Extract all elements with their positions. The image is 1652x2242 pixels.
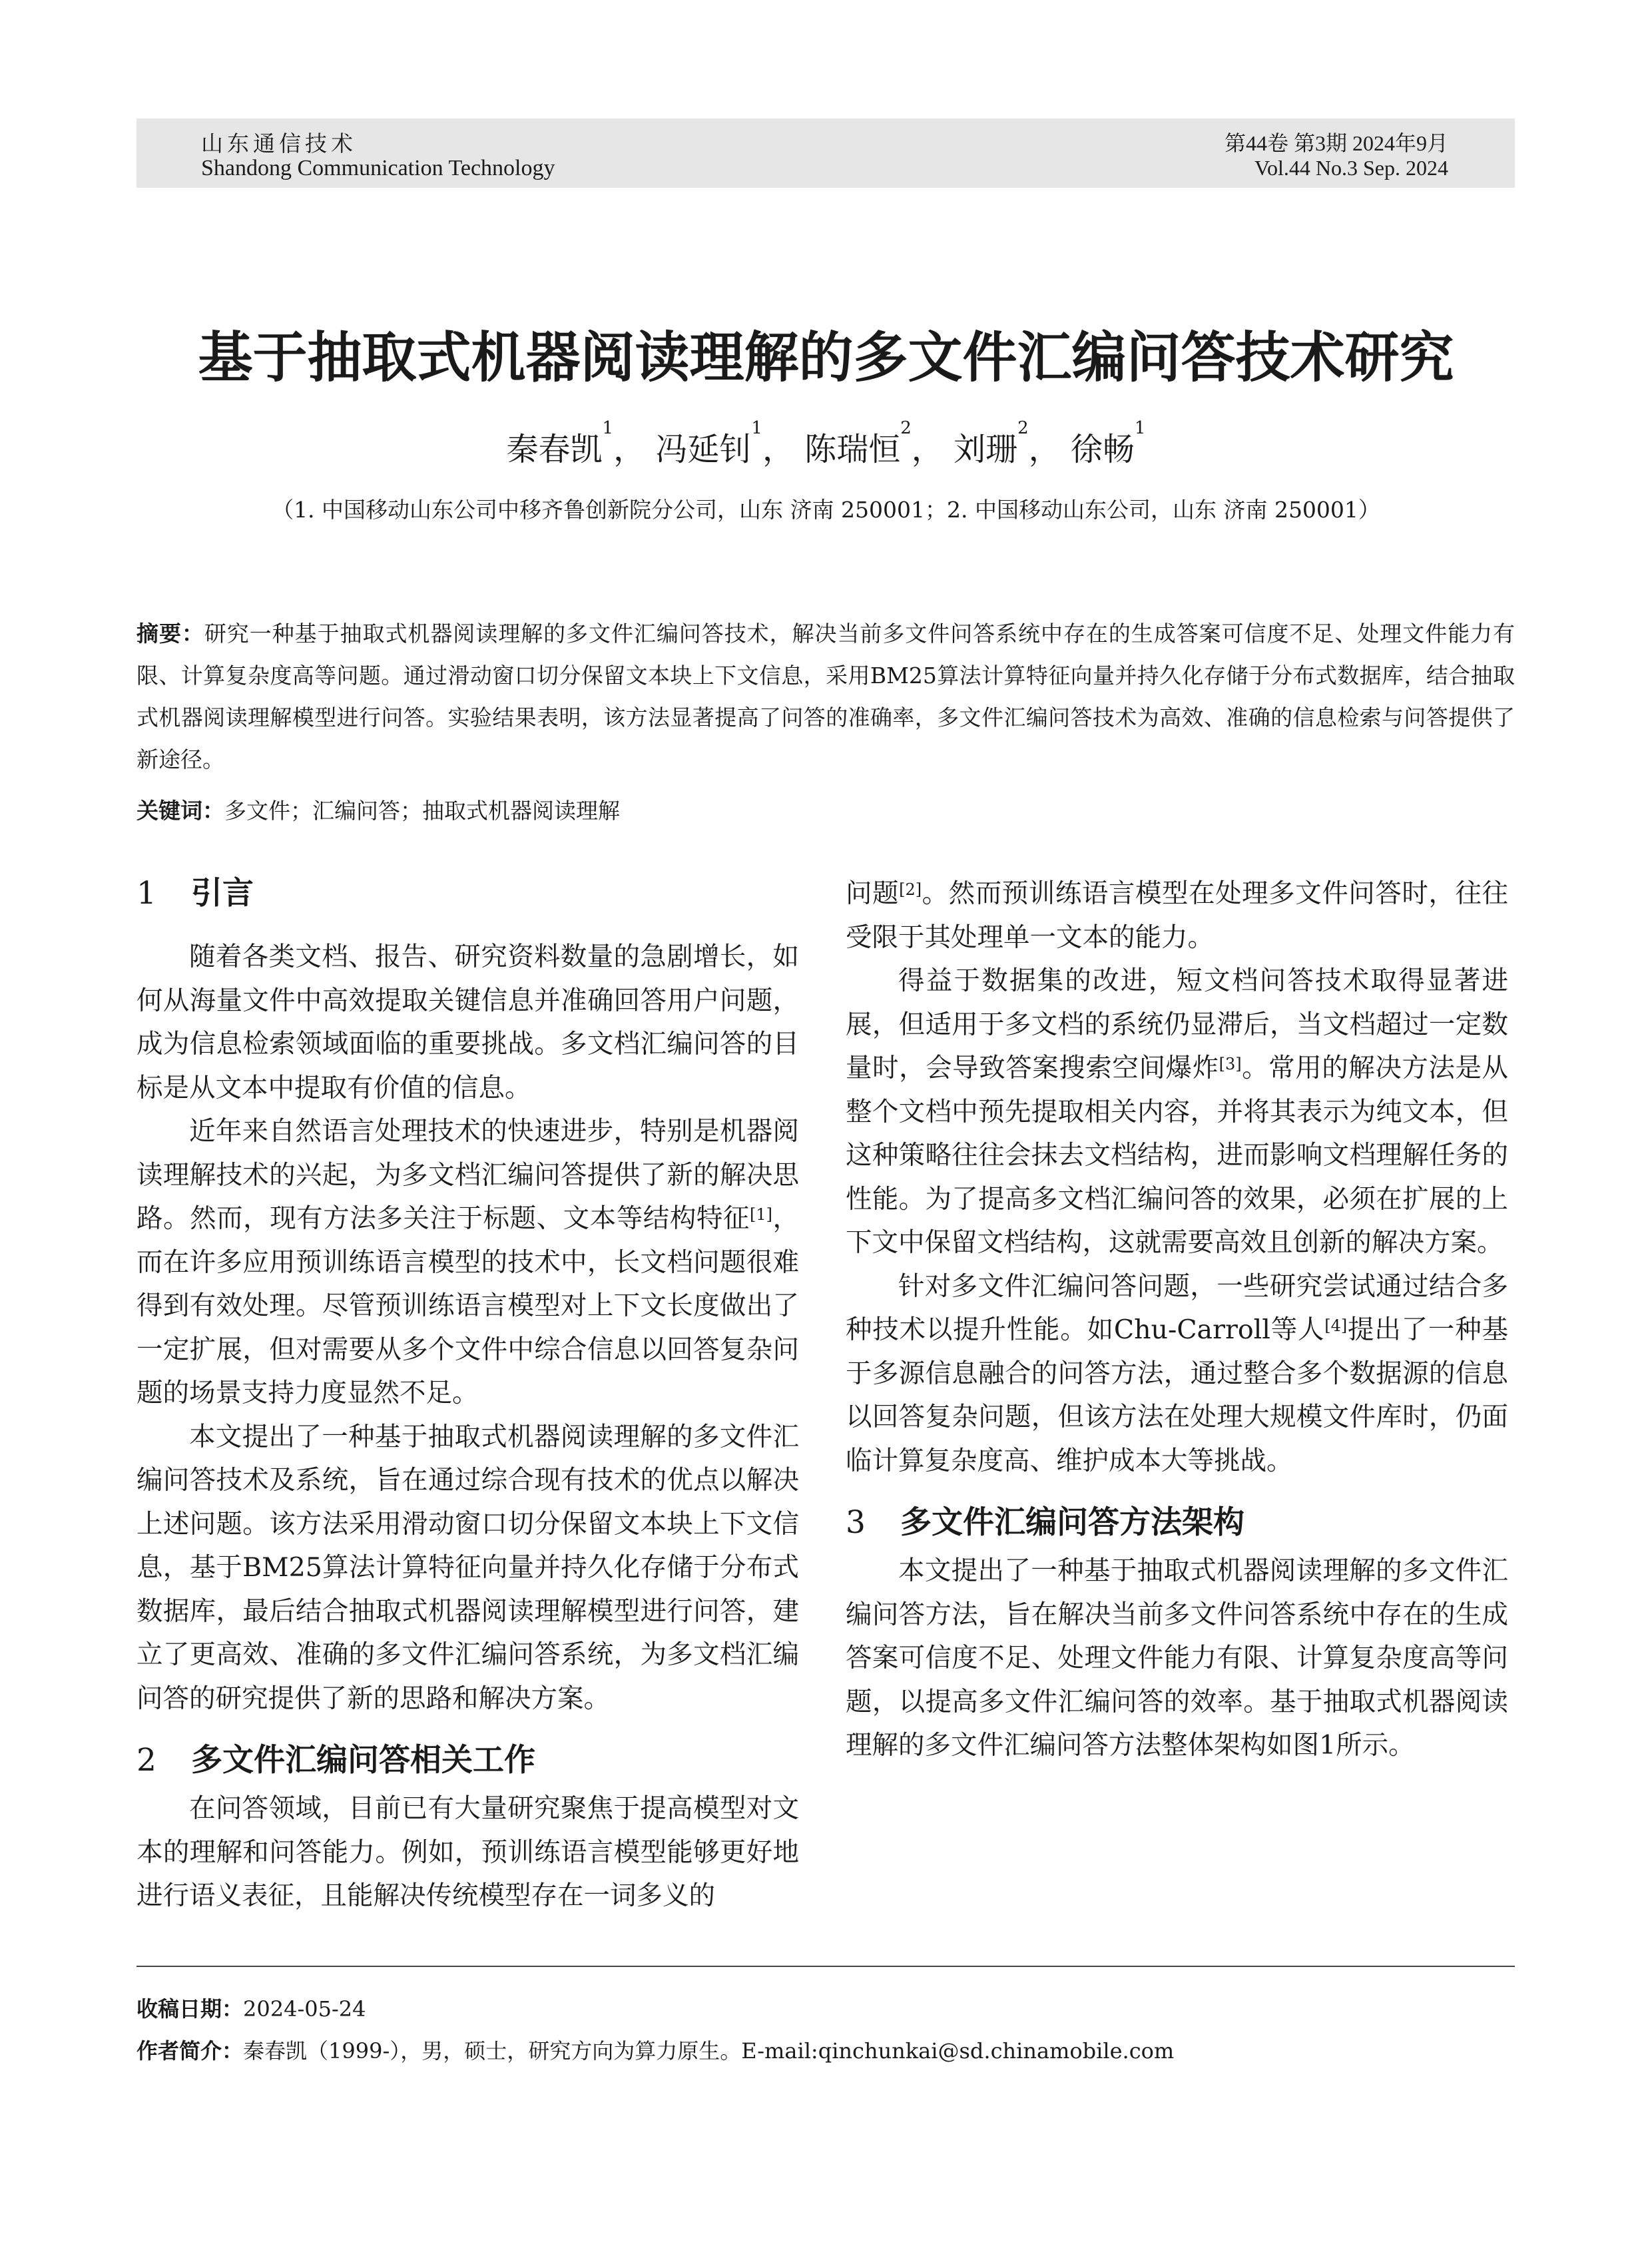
author-name: 刘珊 [954, 431, 1018, 468]
paragraph: 在问答领域，目前已有大量研究聚焦于提高模型对文本的理解和问答能力。例如，预训练语言模型能够更好地进行语义表征，且能解决传统模型存在一词多义的 [137, 1793, 799, 1911]
paragraph [846, 872, 1508, 960]
author-affiliation-mark: 2 [900, 418, 912, 438]
paragraph-text: 问题 [846, 878, 900, 909]
author-name: 秦春凯 [506, 431, 603, 468]
journal-name-cn: 山东通信技术 [201, 131, 357, 156]
citation-ref: [4] [1324, 1316, 1348, 1335]
author-affiliation-mark: 2 [1017, 418, 1029, 438]
section-number: 3 [846, 1504, 866, 1541]
author-bio-text: 秦春凯（1999-），男，硕士，研究方向为算力原生。E-mail:qinchunkai@sd.chinamobile.com [243, 2038, 1175, 2064]
affiliations: （1. 中国移动山东公司中移齐鲁创新院分公司，山东 济南 250001；2. 中国移动山东公司，山东 济南 250001） [272, 497, 1380, 523]
section-number: 2 [137, 1742, 156, 1779]
section-heading [137, 1739, 799, 1782]
author-affiliation-mark: 1 [1134, 418, 1146, 438]
left-column [137, 872, 799, 1918]
section-number: 1 [137, 875, 156, 912]
abstract-text: 研究一种基于抽取式机器阅读理解的多文件汇编问答技术，解决当前多文件问答系统中存在的生成答案可信度不足、处理文件能力有限、计算复杂度高等问题。通过滑动窗口切分保留文本块上下文信息，采用BM25算法计算特征向量并持久化存储于分布式数据库，结合抽取式机器阅读理解模型进行问答。实验结果表明，该方法显著提高了问答的准确率，多文件汇编问答技术为高效、准确的信息检索与问答提供了新途径。 [137, 621, 1515, 772]
citation-ref: [3] [1219, 1055, 1242, 1073]
paragraph-text: 近年来自然语言处理技术的快速进步，特别是机器阅读理解技术的兴起，为多文档汇编问答提供了新的解决思路。然而，现有方法多关注于标题、文本等结构特征 [137, 1116, 799, 1234]
author-name: 徐畅 [1070, 431, 1135, 468]
author-list [0, 418, 1652, 469]
paragraph-text: 。然而预训练语言模型在处理多文件问答时，往往受限于其处理单一文本的能力。 [846, 878, 1509, 953]
paragraph-text: ，而在许多应用预训练语言模型的技术中，长文档问题很难得到有效处理。尽管预训练语言模型对上下文长度做出了一定扩展，但对需要从多个文件中综合信息以回答复杂问题的场景支持力度显然不足。 [137, 1203, 800, 1408]
issue-info-cn: 第44卷 第3期 2024年9月 [1224, 131, 1448, 155]
section-heading [137, 872, 799, 936]
author-separator: ， [1028, 431, 1061, 468]
paragraph: 本文提出了一种基于抽取式机器阅读理解的多文件汇编问答技术及系统，旨在通过综合现有技术的优点以解决上述问题。该方法采用滑动窗口切分保留文本块上下文信息，基于BM25算法计算特征向量并持久化存储于分布式数据库，最后结合抽取式机器阅读理解模型进行问答，建立了更高效、准确的多文件汇编问答系统，为多文档汇编问答的研究提供了新的思路和解决方案。 [137, 1421, 799, 1714]
paragraph: 随着各类文档、报告、研究资料数量的急剧增长，如何从海量文件中高效提取关键信息并准确回答用户问题，成为信息检索领域面临的重要挑战。多文档汇编问答的目标是从文本中提取有价值的信息。 [137, 942, 799, 1103]
author-bio [137, 2034, 1174, 2065]
right-column [846, 872, 1508, 1768]
paragraph [137, 1110, 799, 1416]
received-value: 2024-05-24 [243, 1996, 366, 2022]
paragraph [846, 1265, 1508, 1484]
paragraph: 本文提出了一种基于抽取式机器阅读理解的多文件汇编问答方法，旨在解决当前多文件问答系统中存在的生成答案可信度不足、处理文件能力有限、计算复杂度高等问题，以提高多文件汇编问答的效率。基于抽取式机器阅读理解的多文件汇编问答方法整体架构如图1所示。 [846, 1555, 1508, 1761]
author-bio-label: 作者简介： [137, 2038, 244, 2064]
section-heading [846, 1502, 1508, 1544]
issue-info-en: Vol.44 No.3 Sep. 2024 [1254, 156, 1448, 180]
abstract-label: 摘要： [137, 621, 204, 647]
keywords-text: 多文件；汇编问答；抽取式机器阅读理解 [224, 798, 620, 824]
paragraph [846, 960, 1508, 1265]
paragraph-text: 针对多文件汇编问答问题，一些研究尝试通过结合多种技术以提升性能。如Chu-Carroll等人 [846, 1270, 1508, 1345]
journal-header [137, 119, 1515, 188]
keywords-label: 关键词： [137, 798, 224, 824]
paragraph-text: 得益于数据集的改进，短文档问答技术取得显著进展，但适用于多文档的系统仍显滞后，当文档超过一定数量时，会导致答案搜索空间爆炸 [846, 966, 1508, 1083]
abstract [137, 613, 1515, 780]
received-date [137, 1992, 366, 2023]
section-title: 多文件汇编问答方法架构 [900, 1504, 1244, 1541]
footnote-divider [137, 1966, 1515, 1967]
citation-ref: [2] [899, 880, 922, 899]
author-name: 陈瑞恒 [804, 431, 901, 468]
keywords [137, 790, 1515, 832]
paragraph-text: 提出了一种基于多源信息融合的问答方法，通过整合多个数据源的信息以回答复杂问题，但该方法在处理大规模文件库时，仍面临计算复杂度高、维护成本大等挑战。 [846, 1314, 1508, 1476]
received-label: 收稿日期： [137, 1996, 244, 2022]
author-affiliation-mark: 1 [751, 418, 762, 438]
journal-name-en: Shandong Communication Technology [201, 156, 555, 180]
author-name: 冯延钊 [655, 431, 752, 468]
section-title: 多文件汇编问答相关工作 [191, 1742, 535, 1779]
author-separator: ， [911, 431, 944, 468]
citation-ref: [1] [749, 1205, 772, 1224]
paper-title: 基于抽取式机器阅读理解的多文件汇编问答技术研究 [198, 326, 1454, 390]
author-separator: ， [613, 431, 646, 468]
author-affiliation-mark: 1 [602, 418, 614, 438]
author-separator: ， [762, 431, 794, 468]
section-title: 引言 [191, 875, 254, 912]
paragraph-text: 。常用的解决方法是从整个文档中预先提取相关内容，并将其表示为纯文本，但这种策略往往会抹去文档结构，进而影响文档理解任务的性能。为了提高多文档汇编问答的效果，必须在扩展的上下文中保留文档结构，这就需要高效且创新的解决方案。 [846, 1053, 1509, 1258]
